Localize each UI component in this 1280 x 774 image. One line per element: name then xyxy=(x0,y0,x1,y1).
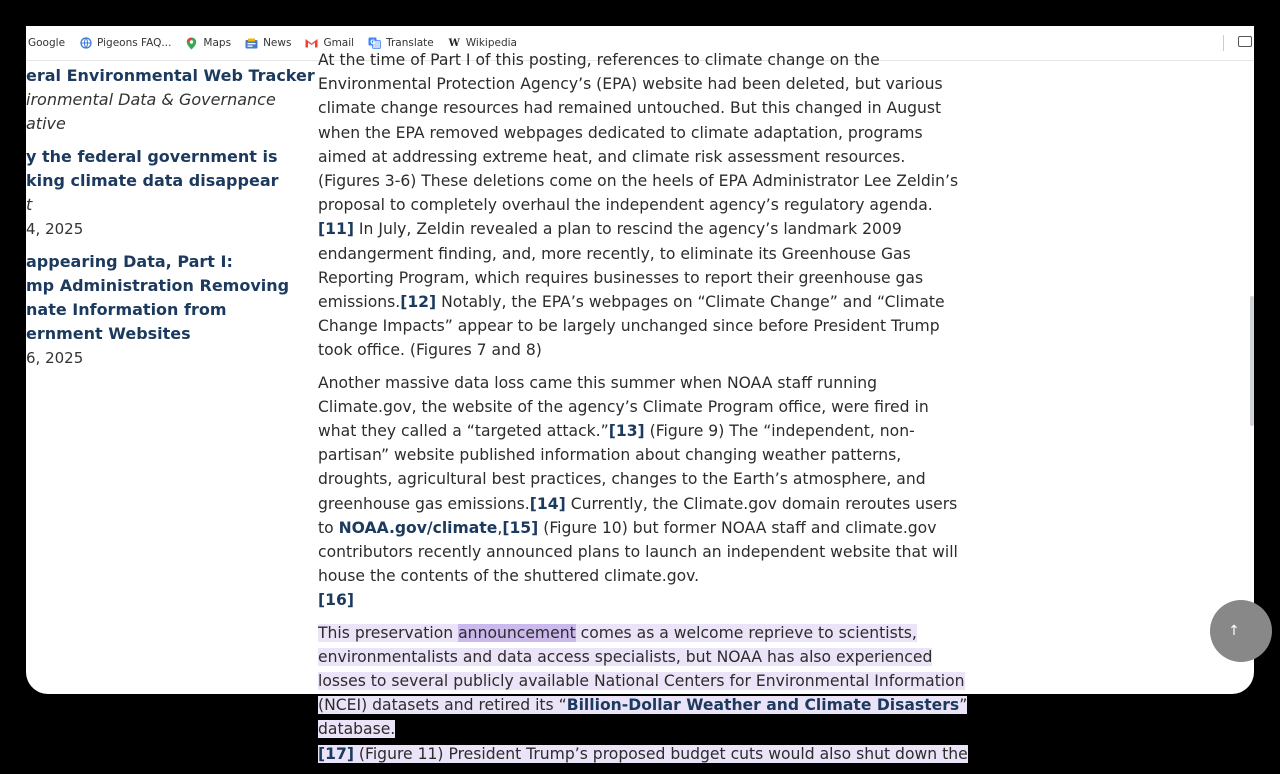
bookmark-label: Maps xyxy=(203,37,232,49)
footnote-link-17[interactable]: [17] xyxy=(318,744,354,763)
footnote-link-12[interactable]: [12] xyxy=(400,293,437,312)
related-post-title[interactable]: nate Information from xyxy=(26,300,227,319)
scrollbar-thumb[interactable] xyxy=(1250,296,1254,426)
globe-icon xyxy=(79,37,92,50)
site-subtitle: ative xyxy=(26,114,66,133)
paragraph-selected xyxy=(318,621,968,766)
billion-dollar-disasters-link[interactable]: Billion-Dollar Weather and Climate Disasters xyxy=(566,696,960,715)
gmail-icon xyxy=(305,37,318,50)
paragraph-text: comes as a welcome reprieve to scientists, environmentalists and data access specialists, but NOAA has also experienced losses to several publicly available National Centers for Environmental Information (NCEI) datasets and retired its “ xyxy=(318,623,965,715)
scroll-to-top-button[interactable] xyxy=(1210,600,1272,662)
bookmark-label: Gmail xyxy=(323,37,355,49)
related-post-title[interactable]: ernment Websites xyxy=(26,324,191,343)
highlighted-word[interactable]: announcement xyxy=(458,623,576,642)
paragraph-text: Notably, the EPA’s webpages on “Climate Change” and “Climate Change Impacts” appear to be largely unchanged since before President Trump took office. (Figures 7 and 8) xyxy=(318,293,945,360)
paragraph-text: ” database. xyxy=(318,696,968,739)
related-post-title[interactable]: king climate data disappear xyxy=(26,171,279,190)
footnote-link-15[interactable]: [15] xyxy=(502,518,539,537)
site-title[interactable]: eral Environmental Web Tracker xyxy=(26,66,315,85)
paragraph-text: (Figure 11) President Trump’s proposed budget cuts would also shut down the xyxy=(353,744,968,763)
article-body xyxy=(318,51,968,774)
footnote-link-14[interactable]: [14] xyxy=(529,494,566,513)
paragraph-text: (Figure 9) The “independent, non-partisan” website published information about changing weather patterns, droughts, agricultural best practices, changes to the Earth’s atmosphere, and greenhouse gas emissions. xyxy=(318,422,926,513)
paragraph-text: Currently, the Climate.gov domain reroutes users to xyxy=(318,494,958,537)
footnote-link-16[interactable]: [16] xyxy=(318,591,354,610)
related-post-date: 4, 2025 xyxy=(26,220,84,238)
bookmark-label: Google xyxy=(28,37,66,49)
bookmarks-separator xyxy=(1223,35,1224,51)
paragraph-text: Another massive data loss came this summer when NOAA staff running Climate.gov, the website of the agency’s Climate Program office, were fired in what they called a “targeted attack.” xyxy=(318,373,929,441)
bookmark-google[interactable] xyxy=(28,37,65,49)
maps-pin-icon xyxy=(185,37,198,50)
bookmark-label: News xyxy=(263,37,292,49)
paragraph-text: At the time of Part I of this posting, references to climate change on the xyxy=(318,51,880,69)
svg-text:G: G xyxy=(370,38,376,46)
related-post-date: 6, 2025 xyxy=(26,349,84,367)
paragraph-text: This preservation xyxy=(318,623,459,642)
bookmark-label: Wikipedia xyxy=(465,37,517,49)
news-icon xyxy=(245,37,258,50)
arrow-up-icon: ↑ xyxy=(1228,623,1240,639)
noaa-climate-link[interactable]: NOAA.gov/climate xyxy=(338,518,498,537)
related-post-category: t xyxy=(26,195,33,214)
related-post-title[interactable]: mp Administration Removing xyxy=(26,276,290,295)
bookmark-label: Translate xyxy=(386,37,434,49)
paragraph xyxy=(318,371,968,613)
all-bookmarks-folder-icon[interactable] xyxy=(1238,36,1252,47)
footnote-link-11[interactable]: [11] xyxy=(318,220,354,239)
footnote-link-13[interactable]: [13] xyxy=(608,422,645,441)
paragraph-text: , xyxy=(497,518,503,537)
related-post-title[interactable]: y the federal government is xyxy=(26,147,278,166)
site-subtitle: ironmental Data & Governance xyxy=(26,90,276,109)
bookmark-pigeons-faq[interactable] xyxy=(79,37,171,50)
browser-window xyxy=(26,26,1254,763)
bookmark-news[interactable] xyxy=(245,37,291,50)
paragraph-text: Environmental Protection Agency’s (EPA) website had been deleted, but various climate change resources had remained untouched. But this changed in August when the EPA removed webpages dedicated to climate adaptation, programs aimed at addressing extreme heat, and climate risk assessment resources. (Figures 3-6) These deletions come on the heels of EPA Administrator Lee Zeldin’s proposal to completely overhaul the independent agency’s regulatory agenda. xyxy=(318,75,959,215)
paragraph xyxy=(318,48,968,363)
wikipedia-icon: W xyxy=(448,37,460,49)
related-post-title[interactable]: appearing Data, Part I: xyxy=(26,252,233,271)
bookmark-label: Pigeons FAQ... xyxy=(97,37,172,49)
bookmark-maps[interactable] xyxy=(185,37,231,50)
paragraph-text: (Figure 10) but former NOAA staff and climate.gov contributors recently announced plans to launch an independent website that will house the contents of the shuttered climate.gov. xyxy=(318,518,958,586)
related-posts-sidebar xyxy=(26,62,315,702)
paragraph-text: In July, Zeldin revealed a plan to rescind the agency’s landmark 2009 endangerment finding, and, more recently, to eliminate its Greenhouse Gas Reporting Program, which requires businesses to report their greenhouse gas emissions. xyxy=(318,220,924,312)
